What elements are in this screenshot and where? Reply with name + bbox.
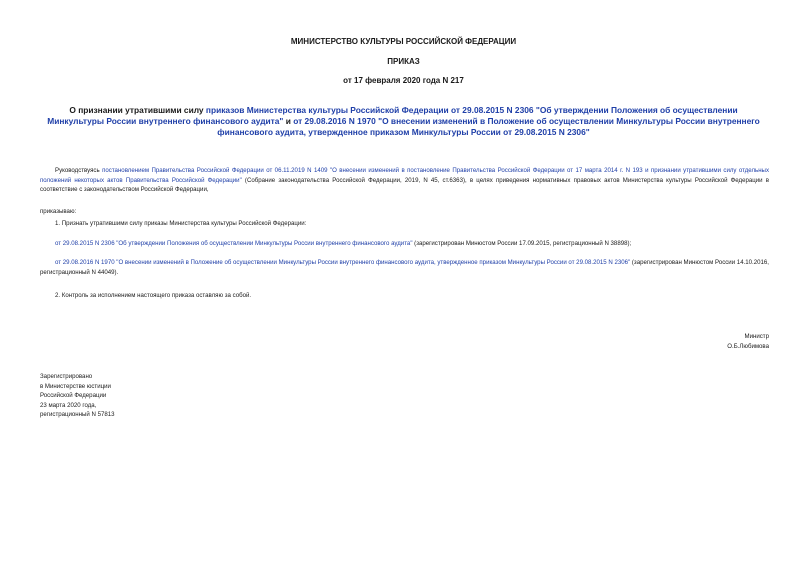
preamble-prefix: Руководствуясь bbox=[55, 167, 103, 174]
item-1: 1. Признать утратившими силу приказы Министерства культуры Российской Федерации: bbox=[55, 220, 307, 227]
registration-line: в Министерстве юстиции bbox=[40, 382, 111, 390]
item-1a-suffix: (зарегистрирован Минюстом России 17.09.2015, регистрационный N 38898); bbox=[412, 240, 632, 247]
preamble-paragraph bbox=[40, 166, 769, 195]
title-middle: и bbox=[283, 116, 294, 126]
registration-line: 23 марта 2020 года, bbox=[40, 401, 97, 409]
item-1b-suffix: (зарегистрирован Минюстом России 14.10.2016, регистрационный N 44049). bbox=[40, 259, 769, 276]
registration-line: Зарегистрировано bbox=[40, 373, 93, 380]
item-2: 2. Контроль за исполнением настоящего приказа оставляю за собой. bbox=[55, 292, 252, 299]
item-1-sub-a bbox=[55, 239, 769, 249]
document-date: от 17 февраля 2020 года N 217 bbox=[343, 76, 464, 85]
document-type: ПРИКАЗ bbox=[387, 57, 420, 66]
title-prefix: О признании утратившими силу bbox=[69, 105, 206, 115]
signature-role: Министр bbox=[744, 333, 769, 340]
signature-name: О.Б.Любимова bbox=[727, 343, 769, 350]
ministry-name: МИНИСТЕРСТВО КУЛЬТУРЫ РОССИЙСКОЙ ФЕДЕРАЦИИ bbox=[290, 37, 517, 46]
registration-block bbox=[40, 372, 115, 420]
document-title bbox=[40, 105, 767, 138]
order-word: приказываю: bbox=[40, 208, 77, 215]
preamble-suffix: (Собрание законодательства Российской Федерации, 2019, N 45, ст.6363), в целях приведения нормативных правовых актов Министерства культуры Российской Федерации в соответствие с законодательством Российской Федерации, bbox=[40, 176, 769, 194]
registration-line: Российской Федерации bbox=[40, 392, 107, 400]
item-1-sub-b bbox=[40, 258, 769, 277]
item-1a-link-order-2306[interactable]: от 29.08.2015 N 2306 "Об утверждении Положения об осуществлении Минкультуры России внутреннего финансового аудита" bbox=[55, 240, 413, 247]
preamble-link-decree-1409[interactable]: постановлением Правительства Российской Федерации от 06.11.2019 N 1409 "О внесении изменений в постановление Правительства Российской Федерации от 17 марта 2014 г. N 193 и признании утратившими силу отдельных положений некоторых актов Правительства Российской Федерации" bbox=[40, 167, 769, 184]
title-link-order-2306[interactable]: приказов Министерства культуры Российской Федерации от 29.08.2015 N 2306 "Об утверждении Положения об осуществлении Минкультуры России внутреннего финансового аудита" bbox=[47, 105, 738, 126]
registration-line: регистрационный N 57813 bbox=[40, 411, 115, 419]
title-link-order-1970[interactable]: от 29.08.2016 N 1970 "О внесении изменений в Положение об осуществлении Минкультуры России внутреннего финансового аудита, утвержденное приказом Минкультуры России от 29.08.2015 N 2306" bbox=[217, 116, 760, 137]
item-1b-link-order-1970[interactable]: от 29.08.2016 N 1970 "О внесении изменений в Положение об осуществлении Минкультуры России внутреннего финансового аудита, утвержденное приказом Минкультуры России от 29.08.2015 N 2306" bbox=[55, 259, 631, 266]
